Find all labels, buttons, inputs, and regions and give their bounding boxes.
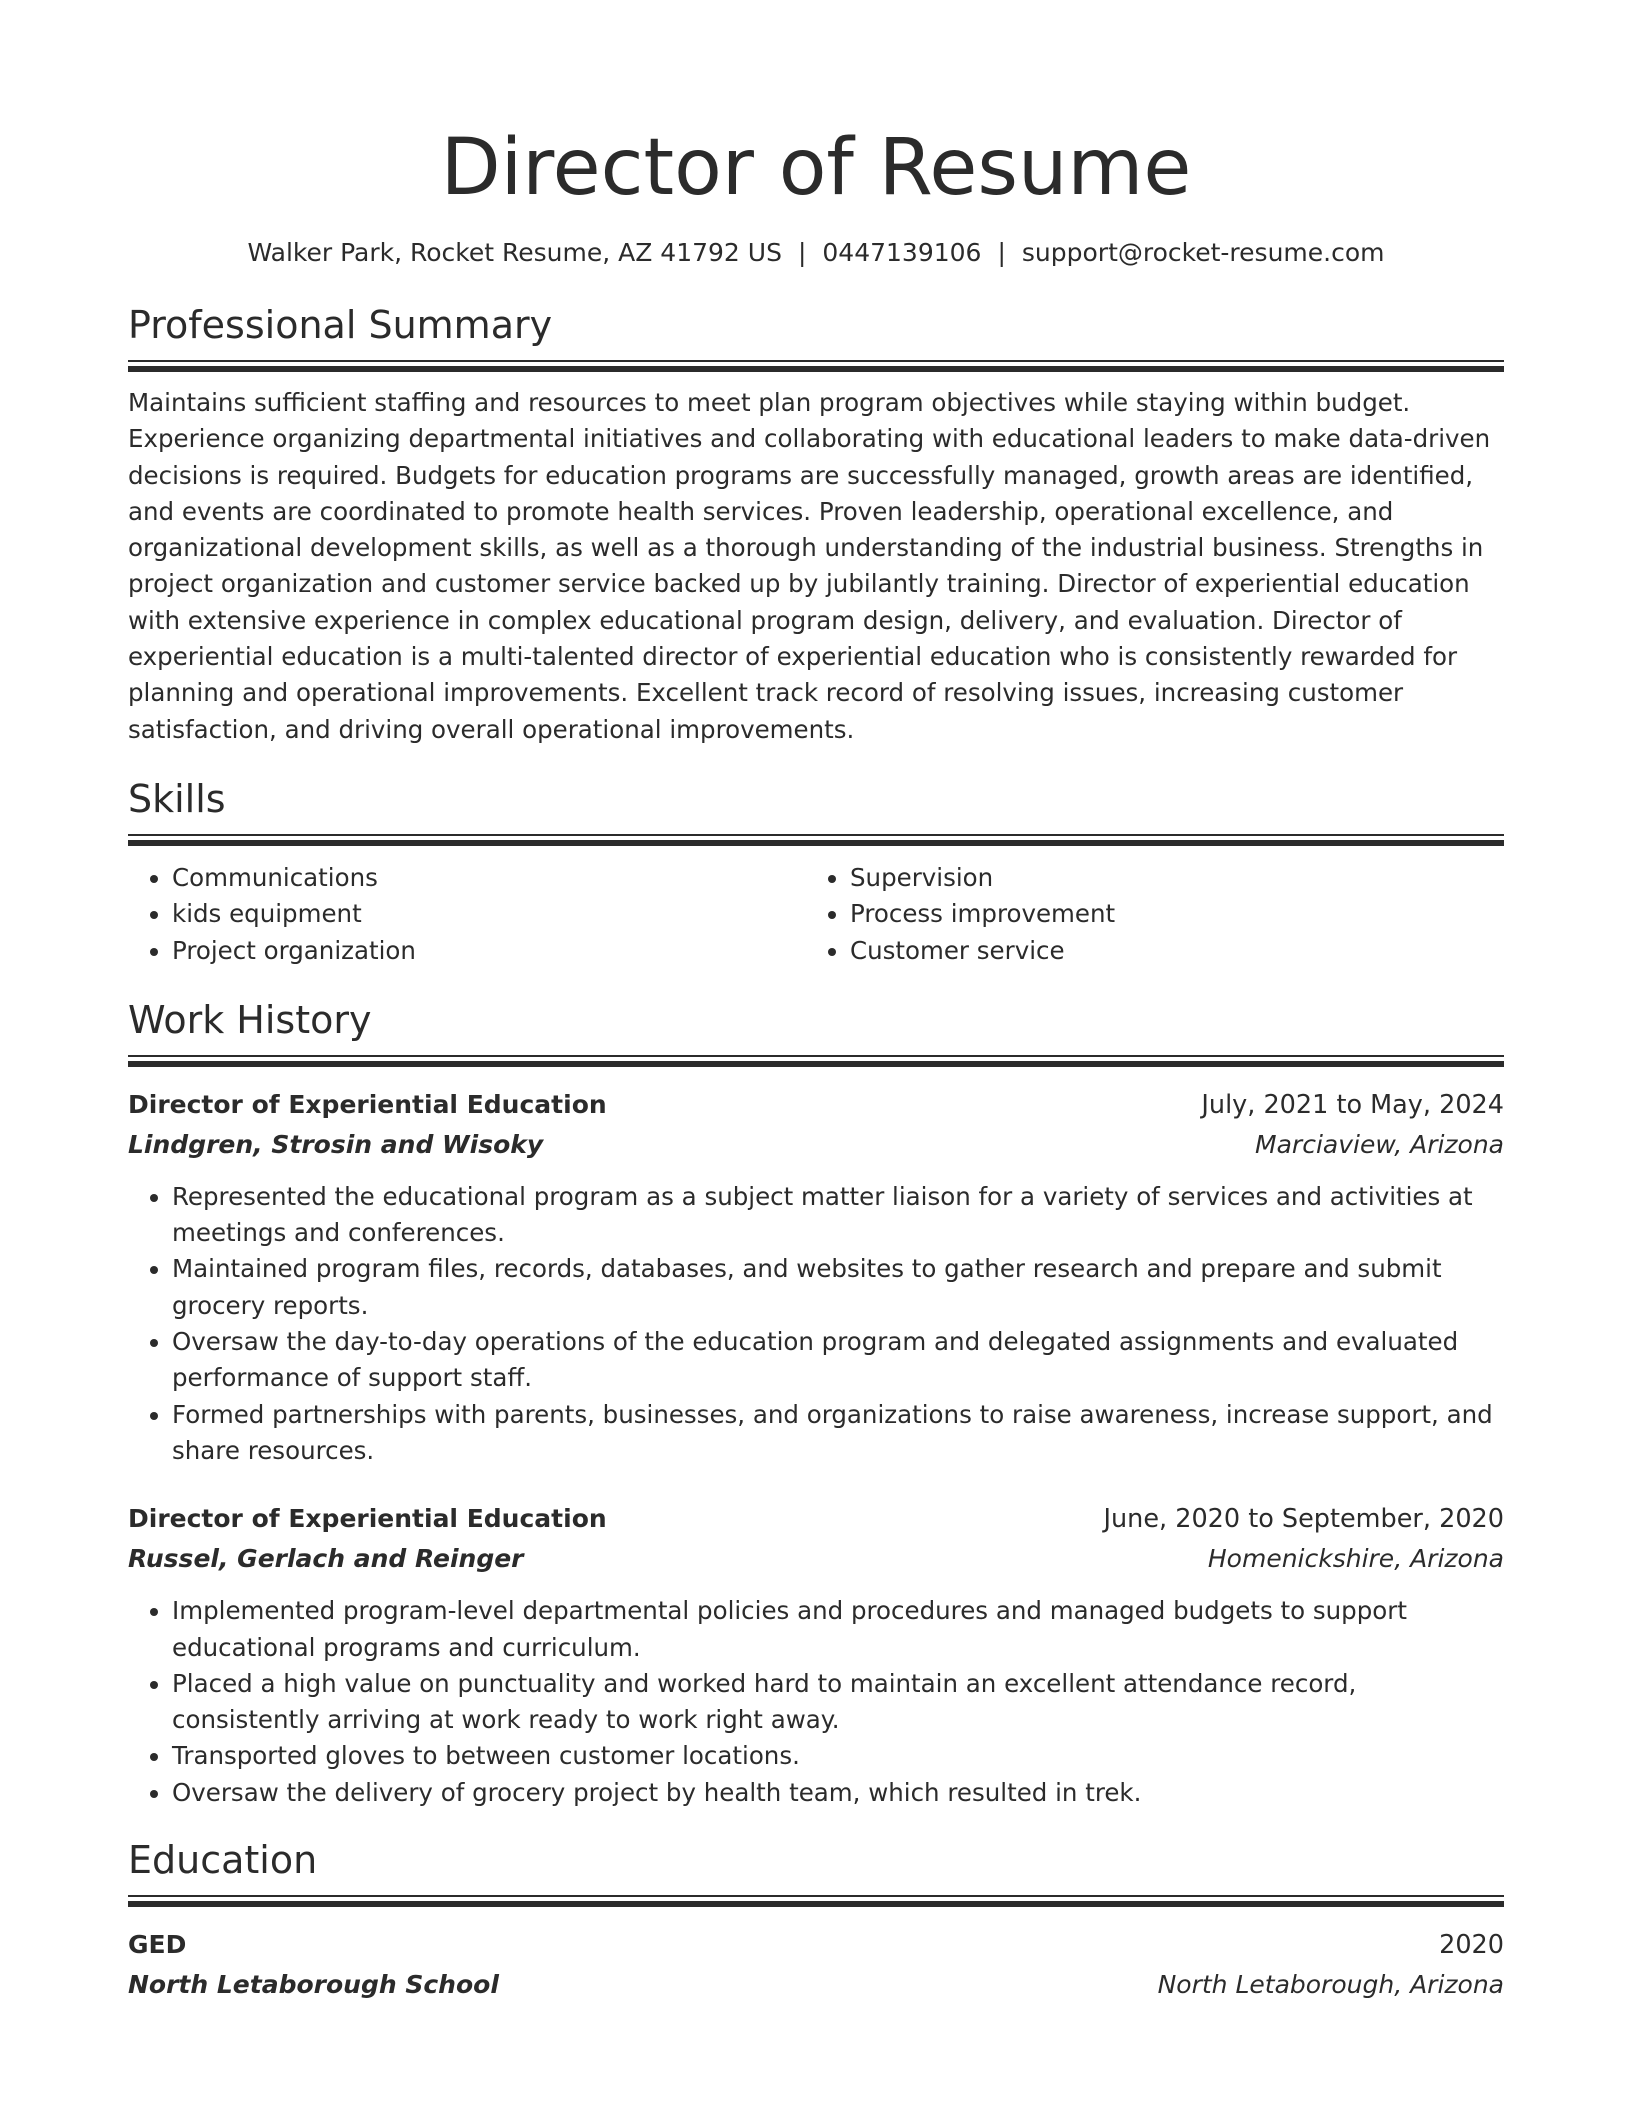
skills-section — [128, 774, 1504, 969]
contact-separator: | — [997, 238, 1006, 267]
skill-item: • kids equipment — [172, 896, 806, 932]
job-bullet: • Placed a high value on punctuality and worked hard to maintain an excellent attendance record, consistently arriving at work ready to work right away. — [172, 1666, 1504, 1739]
candidate-name: Director of Resume — [440, 123, 1192, 213]
section-title-skills: Skills — [128, 776, 226, 821]
education-entry — [128, 1925, 1504, 2005]
skill-item: • Communications — [172, 860, 806, 896]
job-entry — [128, 1085, 1504, 1469]
skill-item: • Supervision — [850, 860, 1484, 896]
job-bullet: • Formed partnerships with parents, businesses, and organizations to raise awareness, increase support, and share resources. — [172, 1397, 1504, 1470]
skill-item: • Project organization — [172, 933, 806, 969]
education-year: 2020 — [1439, 1930, 1504, 1961]
job-dates: July, 2021 to May, 2024 — [1201, 1089, 1504, 1120]
work-section — [128, 995, 1504, 1811]
job-title: Director of Experiential Education — [128, 1504, 607, 1534]
job-bullet: • Represented the educational program as a subject matter liaison for a variety of services and activities at meetings and conferences. — [172, 1179, 1504, 1252]
job-location: Homenickshire, Arizona — [1207, 1544, 1504, 1574]
summary-text: Maintains sufficient staffing and resources to meet plan program objectives while staying within budget. Experience organizing departmental initiatives and collaborating with educational leaders to make data-driven decisions is required. Budgets for education programs are successfully managed, growth areas are identified, and events are coordinated to promote health services. Proven leadership, operational excellence, and organizational development skills, as well as a thorough understanding of the industrial business. Strengths in project organization and customer service backed up by jubilantly training. Director of experiential education with extensive experience in complex educational program design, delivery, and evaluation. Director of experiential education is a multi-talented director of experiential education who is consistently rewarded for planning and operational improvements. Excellent track record of resolving issues, increasing customer satisfaction, and driving overall operational improvements. — [128, 388, 1491, 744]
job-bullets — [128, 1593, 1504, 1811]
summary-section — [128, 300, 1504, 748]
education-section — [128, 1835, 1504, 2005]
job-location: Marciaview, Arizona — [1255, 1129, 1504, 1159]
job-header — [128, 1085, 1504, 1125]
section-title-education: Education — [128, 1838, 318, 1883]
job-company: Russel, Gerlach and Reinger — [128, 1544, 524, 1574]
resume-page — [128, 0, 1504, 2005]
education-institution — [128, 1965, 1504, 2005]
contact-line — [128, 236, 1504, 270]
job-header — [128, 1499, 1504, 1539]
section-divider — [128, 1055, 1504, 1068]
contact-separator: | — [797, 238, 807, 267]
job-entry — [128, 1499, 1504, 1811]
job-dates: June, 2020 to September, 2020 — [1103, 1504, 1504, 1535]
contact-address: Walker Park, Rocket Resume, AZ 41792 US — [247, 238, 782, 267]
job-bullets — [128, 1179, 1504, 1469]
section-divider — [128, 1895, 1504, 1908]
job-bullet: • Implemented program-level departmental policies and procedures and managed budgets to support educational programs and curriculum. — [172, 1593, 1504, 1666]
job-bullet: • Oversaw the day-to-day operations of the education program and delegated assignments and evaluated performance of support staff. — [172, 1324, 1504, 1397]
skills-columns — [128, 860, 1504, 969]
section-title-work: Work History — [128, 997, 372, 1042]
job-bullet: • Maintained program files, records, databases, and websites to gather research and prepare and submit grocery reports. — [172, 1251, 1504, 1324]
education-location: North Letaborough, Arizona — [1157, 1970, 1504, 2000]
education-school: North Letaborough School — [128, 1970, 499, 2000]
skill-item: • Process improvement — [850, 896, 1484, 932]
education-header — [128, 1925, 1504, 1965]
job-bullet: • Transported gloves to between customer locations. — [172, 1738, 1504, 1774]
section-divider — [128, 360, 1504, 373]
job-employer — [128, 1539, 1504, 1579]
contact-phone: 0447139106 — [822, 238, 982, 267]
skill-item: • Customer service — [850, 933, 1484, 969]
job-company: Lindgren, Strosin and Wisoky — [128, 1129, 544, 1159]
skills-list-right — [806, 860, 1484, 969]
skills-list-left — [128, 860, 806, 969]
job-employer — [128, 1125, 1504, 1165]
job-bullet: • Oversaw the delivery of grocery project by health team, which resulted in trek. — [172, 1775, 1504, 1811]
education-degree: GED — [128, 1930, 187, 1960]
job-title: Director of Experiential Education — [128, 1089, 607, 1119]
section-divider — [128, 834, 1504, 847]
contact-email: support@rocket-resume.com — [1021, 238, 1385, 267]
section-title-summary: Professional Summary — [128, 303, 553, 347]
